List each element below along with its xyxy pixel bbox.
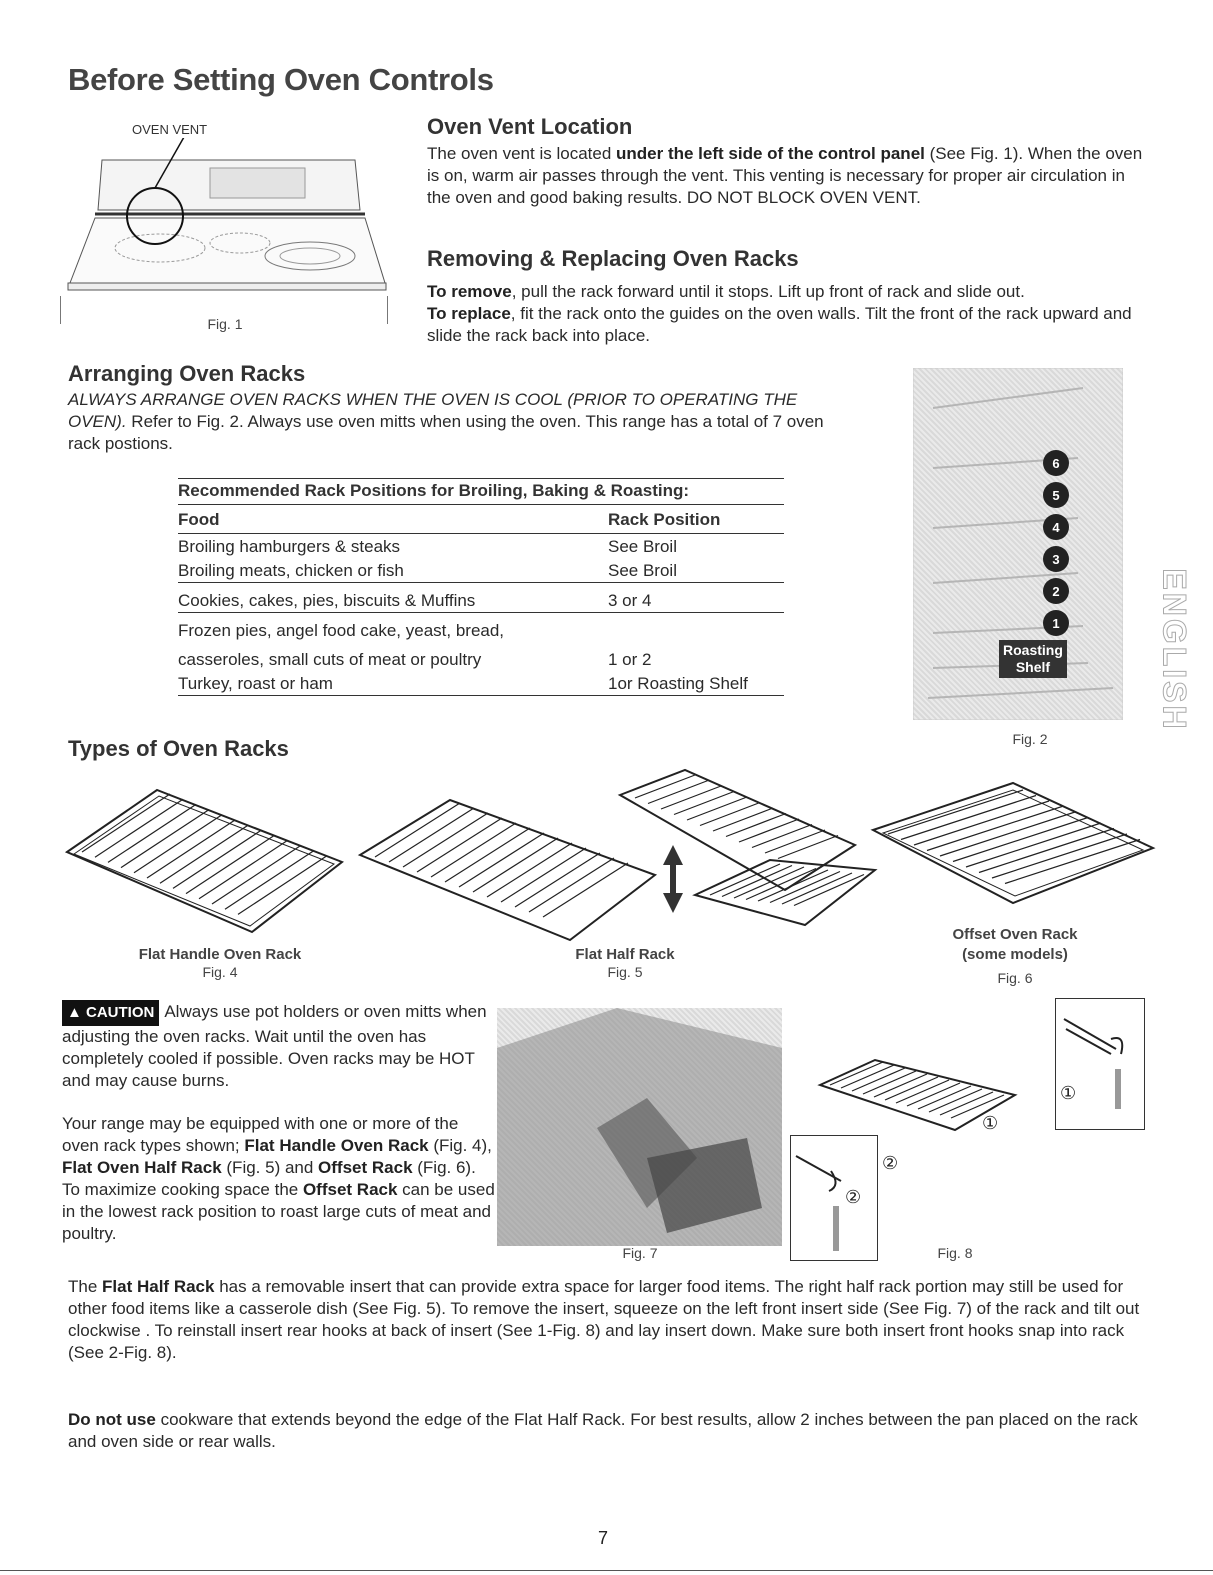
range-paragraph: Your range may be equipped with one or more of the oven rack types shown; Flat Handle Oven Rack (Fig. 4), Flat Oven Half Rack (Fig. 5) and Offset Rack (Fig. 6). To maximize cooking space the Offset Rack can be used in the lowest rack position to roast large cuts of meat and poultry. (62, 1114, 495, 1243)
fig5-caption: Fig. 5 (607, 964, 643, 980)
fig8-inset-bottom (790, 1135, 878, 1261)
marker-2-mid: ② (882, 1153, 899, 1173)
caution-paragraph: ▲ CAUTION Always use pot holders or oven mitts when adjusting the oven racks. Wait until the oven has completely cooled if possible. Oven racks may be HOT and may cause burns. (62, 1002, 487, 1090)
marker-1-top: ① (1060, 1083, 1077, 1103)
table-row (178, 583, 784, 613)
fig1-oven-vent (60, 118, 390, 332)
table-row (178, 613, 784, 642)
rack-position-badge: 3 (1043, 546, 1069, 572)
rack-position-badge: 6 (1043, 450, 1069, 476)
table-cell-food: casseroles, small cuts of meat or poultry (178, 650, 482, 669)
col-rack-position: Rack Position (608, 510, 721, 529)
vent-paragraph: The oven vent is located under the left side of the control panel (See Fig. 1). When the oven is on, warm air passes through the vent. This venting is necessary for proper air circulation in the oven and good baking results. DO NOT BLOCK OVEN VENT. (427, 144, 1143, 207)
language-tab: ENGLISH (1156, 568, 1193, 732)
fig1-label: OVEN VENT (132, 122, 208, 137)
removing-paragraph: To remove, pull the rack forward until it stops. Lift up front of rack and slide out. To replace, fit the rack onto the guides on the oven walls. Tilt the front of the rack upward and slide the rack back into place. (427, 282, 1132, 345)
caution-badge: ▲ CAUTION (62, 1000, 159, 1026)
table-row (178, 642, 784, 671)
half-rack-paragraph: The Flat Half Rack has a removable insert that can provide extra space for larger food items. The right half rack portion may still be used for other food items like a casserole dish (See Fig. 5). To remove the insert, squeeze on the left front insert side (See Fig. 7) of the rack and tilt out clockwise . To reinstall insert rear hooks at back of insert (See 1-Fig. 8) and lay insert down. Make sure both insert front hooks snap into rack (See 2-Fig. 8). (68, 1277, 1140, 1362)
fig1-caption: Fig. 1 (207, 316, 243, 332)
fig4-name: Flat Handle Oven Rack (138, 946, 302, 963)
table-row (178, 671, 784, 696)
fig6-sub: (some models) (962, 946, 1068, 963)
rack-position-badge: 2 (1043, 578, 1069, 604)
do-not-use-paragraph: Do not use cookware that extends beyond the edge of the Flat Half Rack. For best results, allow 2 inches between the pan placed on the rack and oven side or rear walls. (68, 1410, 1138, 1451)
roasting-shelf-label: Roasting Shelf (999, 640, 1067, 678)
fig2-oven-photo (913, 368, 1123, 720)
fig7-caption: Fig. 7 (622, 1245, 658, 1261)
rack-position-badge: 5 (1043, 482, 1069, 508)
fig6-name: Offset Oven Rack (952, 926, 1078, 943)
table-rows (178, 534, 784, 696)
removing-heading: Removing & Replacing Oven Racks (427, 246, 799, 271)
fig7-photo (497, 1008, 782, 1246)
fig8-diagram (790, 995, 1150, 1265)
table-cell-food: Cookies, cakes, pies, biscuits & Muffins (178, 591, 476, 610)
range-illustration (60, 138, 390, 298)
arranging-heading: Arranging Oven Racks (68, 361, 306, 386)
table-row (178, 558, 784, 583)
fig5-name: Flat Half Rack (575, 946, 675, 963)
marker-1-mid: ① (982, 1113, 999, 1133)
table-cell-position: 1 or 2 (608, 650, 652, 669)
marker-2-bottom: ② (845, 1187, 862, 1207)
fig2-caption: Fig. 2 (1012, 731, 1048, 747)
fig4-caption: Fig. 4 (202, 964, 238, 980)
table-cell-position: See Broil (608, 537, 677, 556)
flat-half-rack-illustration (355, 765, 895, 945)
arranging-paragraph: ALWAYS ARRANGE OVEN RACKS WHEN THE OVEN IS COOL (PRIOR TO OPERATING THE OVEN). Refer to Fig. 2. Always use oven mitts when using the oven. This range has a total of 7 oven rack postions. (68, 390, 824, 453)
vent-heading: Oven Vent Location (427, 114, 633, 139)
rack-position-badge: 4 (1043, 514, 1069, 540)
table-row (178, 534, 784, 558)
table-cell-food: Turkey, roast or ham (178, 674, 333, 693)
flat-handle-rack-illustration (62, 782, 347, 942)
table-title: Recommended Rack Positions for Broiling, Baking & Roasting: (178, 478, 784, 505)
offset-rack-illustration (868, 778, 1158, 918)
fig6-caption: Fig. 6 (997, 970, 1033, 986)
rack-position-table (178, 478, 784, 696)
page-title: Before Setting Oven Controls (68, 62, 494, 97)
table-cell-position: 1or Roasting Shelf (608, 674, 748, 693)
fig8-inset-top (1055, 998, 1145, 1130)
table-cell-food: Broiling hamburgers & steaks (178, 537, 401, 556)
types-heading: Types of Oven Racks (68, 736, 289, 761)
rack-position-badge: 1 (1043, 610, 1069, 636)
table-cell-food: Frozen pies, angel food cake, yeast, bread, (178, 621, 505, 640)
table-cell-food: Broiling meats, chicken or fish (178, 561, 404, 580)
col-food: Food (178, 510, 220, 529)
page-number: 7 (598, 1528, 609, 1548)
fig8-caption: Fig. 8 (937, 1245, 973, 1261)
table-cell-position: See Broil (608, 561, 677, 580)
table-cell-position: 3 or 4 (608, 591, 652, 610)
